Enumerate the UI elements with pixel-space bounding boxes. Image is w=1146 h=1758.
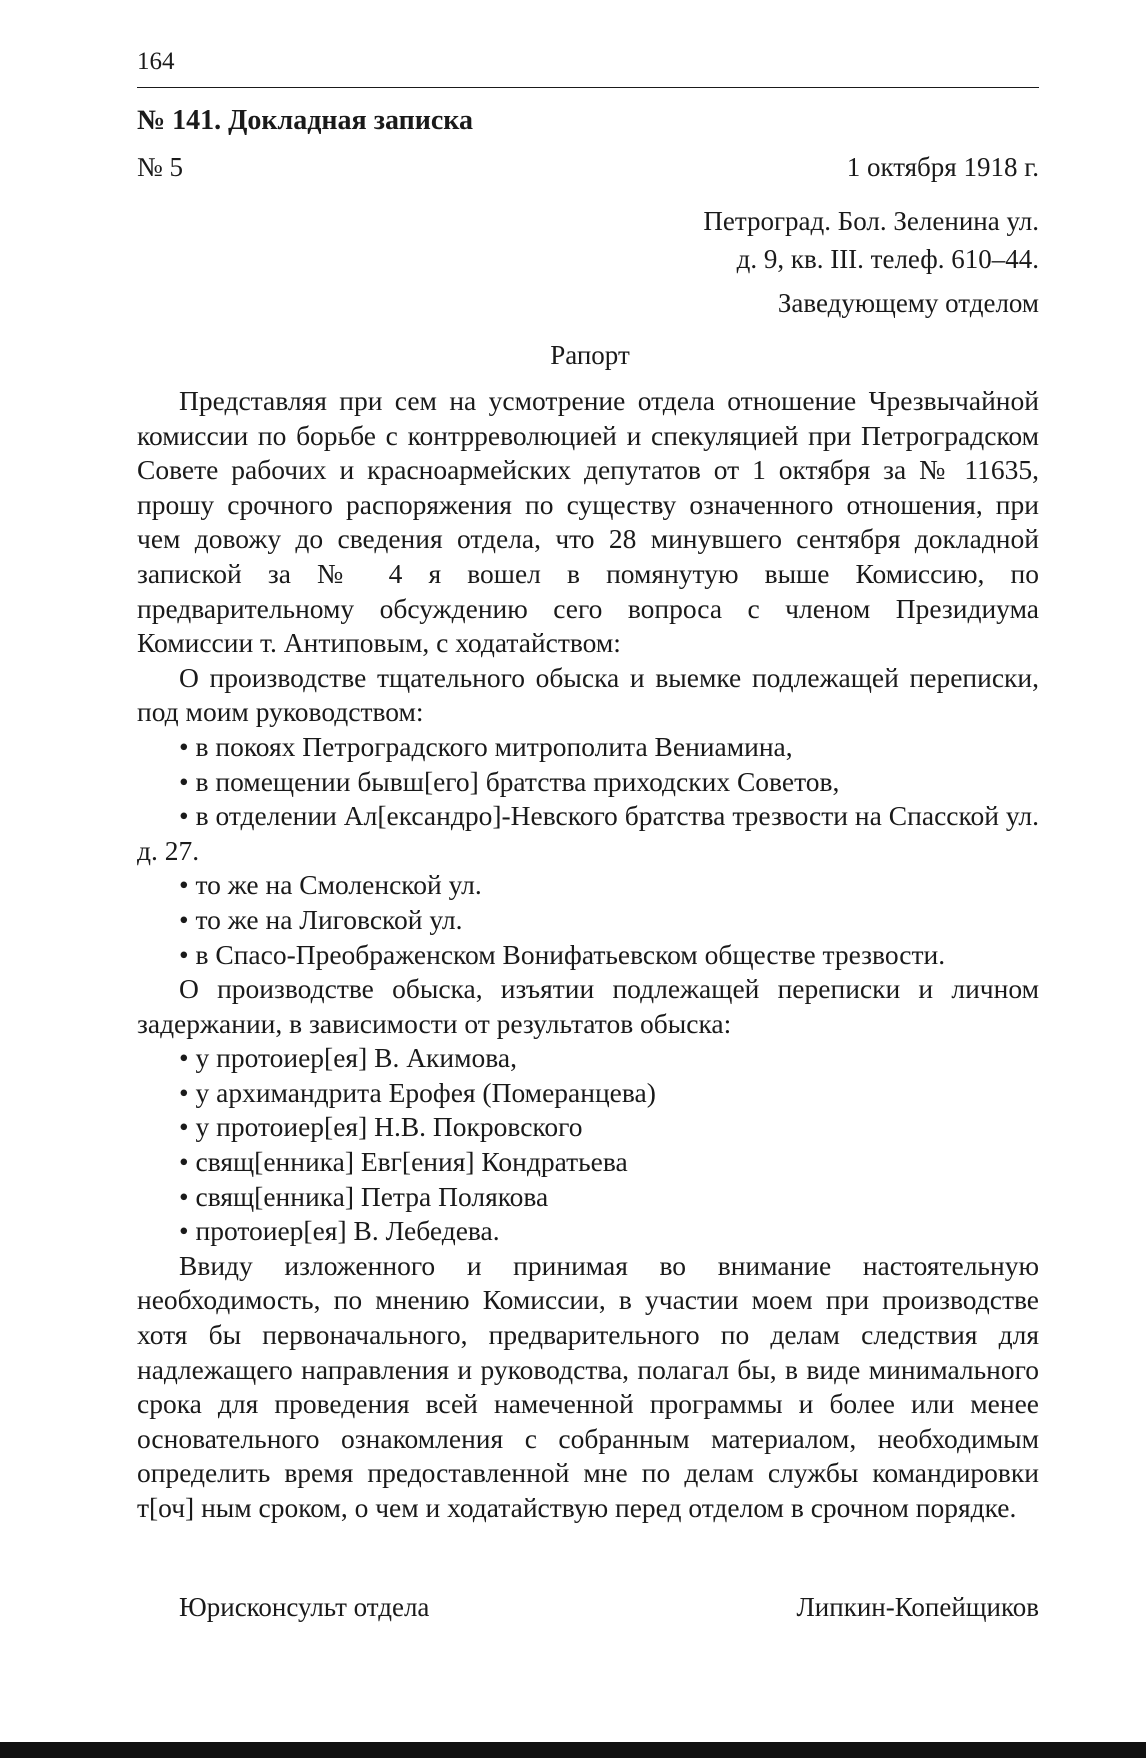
list-item: • в помещении бывш[его] братства приходских Советов, xyxy=(179,765,840,797)
signature-role: Юрисконсульт отдела xyxy=(179,1592,430,1622)
document-number: № 5 xyxy=(137,152,184,182)
list-item: • свящ[енника] Петра Полякова xyxy=(179,1180,549,1212)
list-item: • в покоях Петроградского митрополита Вениамина, xyxy=(179,730,793,762)
page-number: 164 xyxy=(137,48,175,75)
paragraph-detention-request: О производстве обыска, изъятии подлежащей переписки и личном задержании, в зависимости от результатов обыска: xyxy=(137,973,1039,1039)
bottom-scan-edge xyxy=(0,1742,1146,1758)
document-body xyxy=(137,384,1039,1526)
sender-address xyxy=(703,202,1039,278)
addressee: Заведующему отделом xyxy=(777,288,1039,318)
address-line: Петроград. Бол. Зеленина ул. xyxy=(703,206,1039,236)
signature-name: Липкин-Копейщиков xyxy=(796,1592,1039,1622)
list-item: • то же на Смоленской ул. xyxy=(179,869,482,901)
list-item: • то же на Лиговской ул. xyxy=(179,903,463,935)
document-date: 1 октября 1918 г. xyxy=(846,152,1039,182)
list-item: • в отделении Ал[ександро]-Невского братства трезвости на Спасской ул. д. 27. xyxy=(137,800,1039,866)
paragraph-search-request: О производстве тщательного обыска и выемке подлежащей переписки, под моим руководством: xyxy=(137,661,1039,728)
paragraph-conclusion: Ввиду изложенного и принимая во внимание настоятельную необходимость, по мнению Комиссии, в участии моем при производстве хотя бы первоначального, предварительного по делам следствия для надлежащего направления и руководства, полагал бы, в виде минимального срока для проведения всей намеченной программы и более или менее основательного ознакомления с собранным материалом, необходимым определить время предоставленной мне по делам службы командировки т[оч] ным сроком, о чем и ходатайствую перед отделом в срочном порядке. xyxy=(137,1249,1039,1523)
list-item: • у архимандрита Ерофея (Померанцева) xyxy=(179,1076,656,1108)
list-item: • протоиер[ея] В. Лебедева. xyxy=(179,1215,500,1247)
header-rule xyxy=(137,87,1039,88)
list-item: • у протоиер[ея] Н.В. Покровского xyxy=(179,1111,583,1143)
list-item: • у протоиер[ея] В. Акимова, xyxy=(179,1042,517,1074)
address-line: д. 9, кв. III. телеф. 610–44. xyxy=(736,244,1039,274)
document-title: № 141. Докладная записка xyxy=(137,105,473,136)
report-heading: Рапорт xyxy=(550,340,630,370)
list-item: • в Спасо-Преображенском Вонифатьевском обществе трезвости. xyxy=(179,938,946,970)
paragraph-intro: Представляя при сем на усмотрение отдела отношение Чрезвычайной комиссии по борьбе с контрреволюцией и спекуляцией при Петроградском Совете рабочих и красноармейских депутатов от 1 октября за № 11635, прошу срочного распоряжения по существу означенного отношения, при чем довожу до сведения отдела, что 28 минувшего сентября докладной запиской за № 4 я вошел в помянутую выше Комиссию, по предварительному обсуждению сего вопроса с членом Президиума Комиссии т. Антиповым, с ходатайством: xyxy=(137,385,1039,659)
list-item: • свящ[енника] Евг[ения] Кондратьева xyxy=(179,1146,628,1178)
